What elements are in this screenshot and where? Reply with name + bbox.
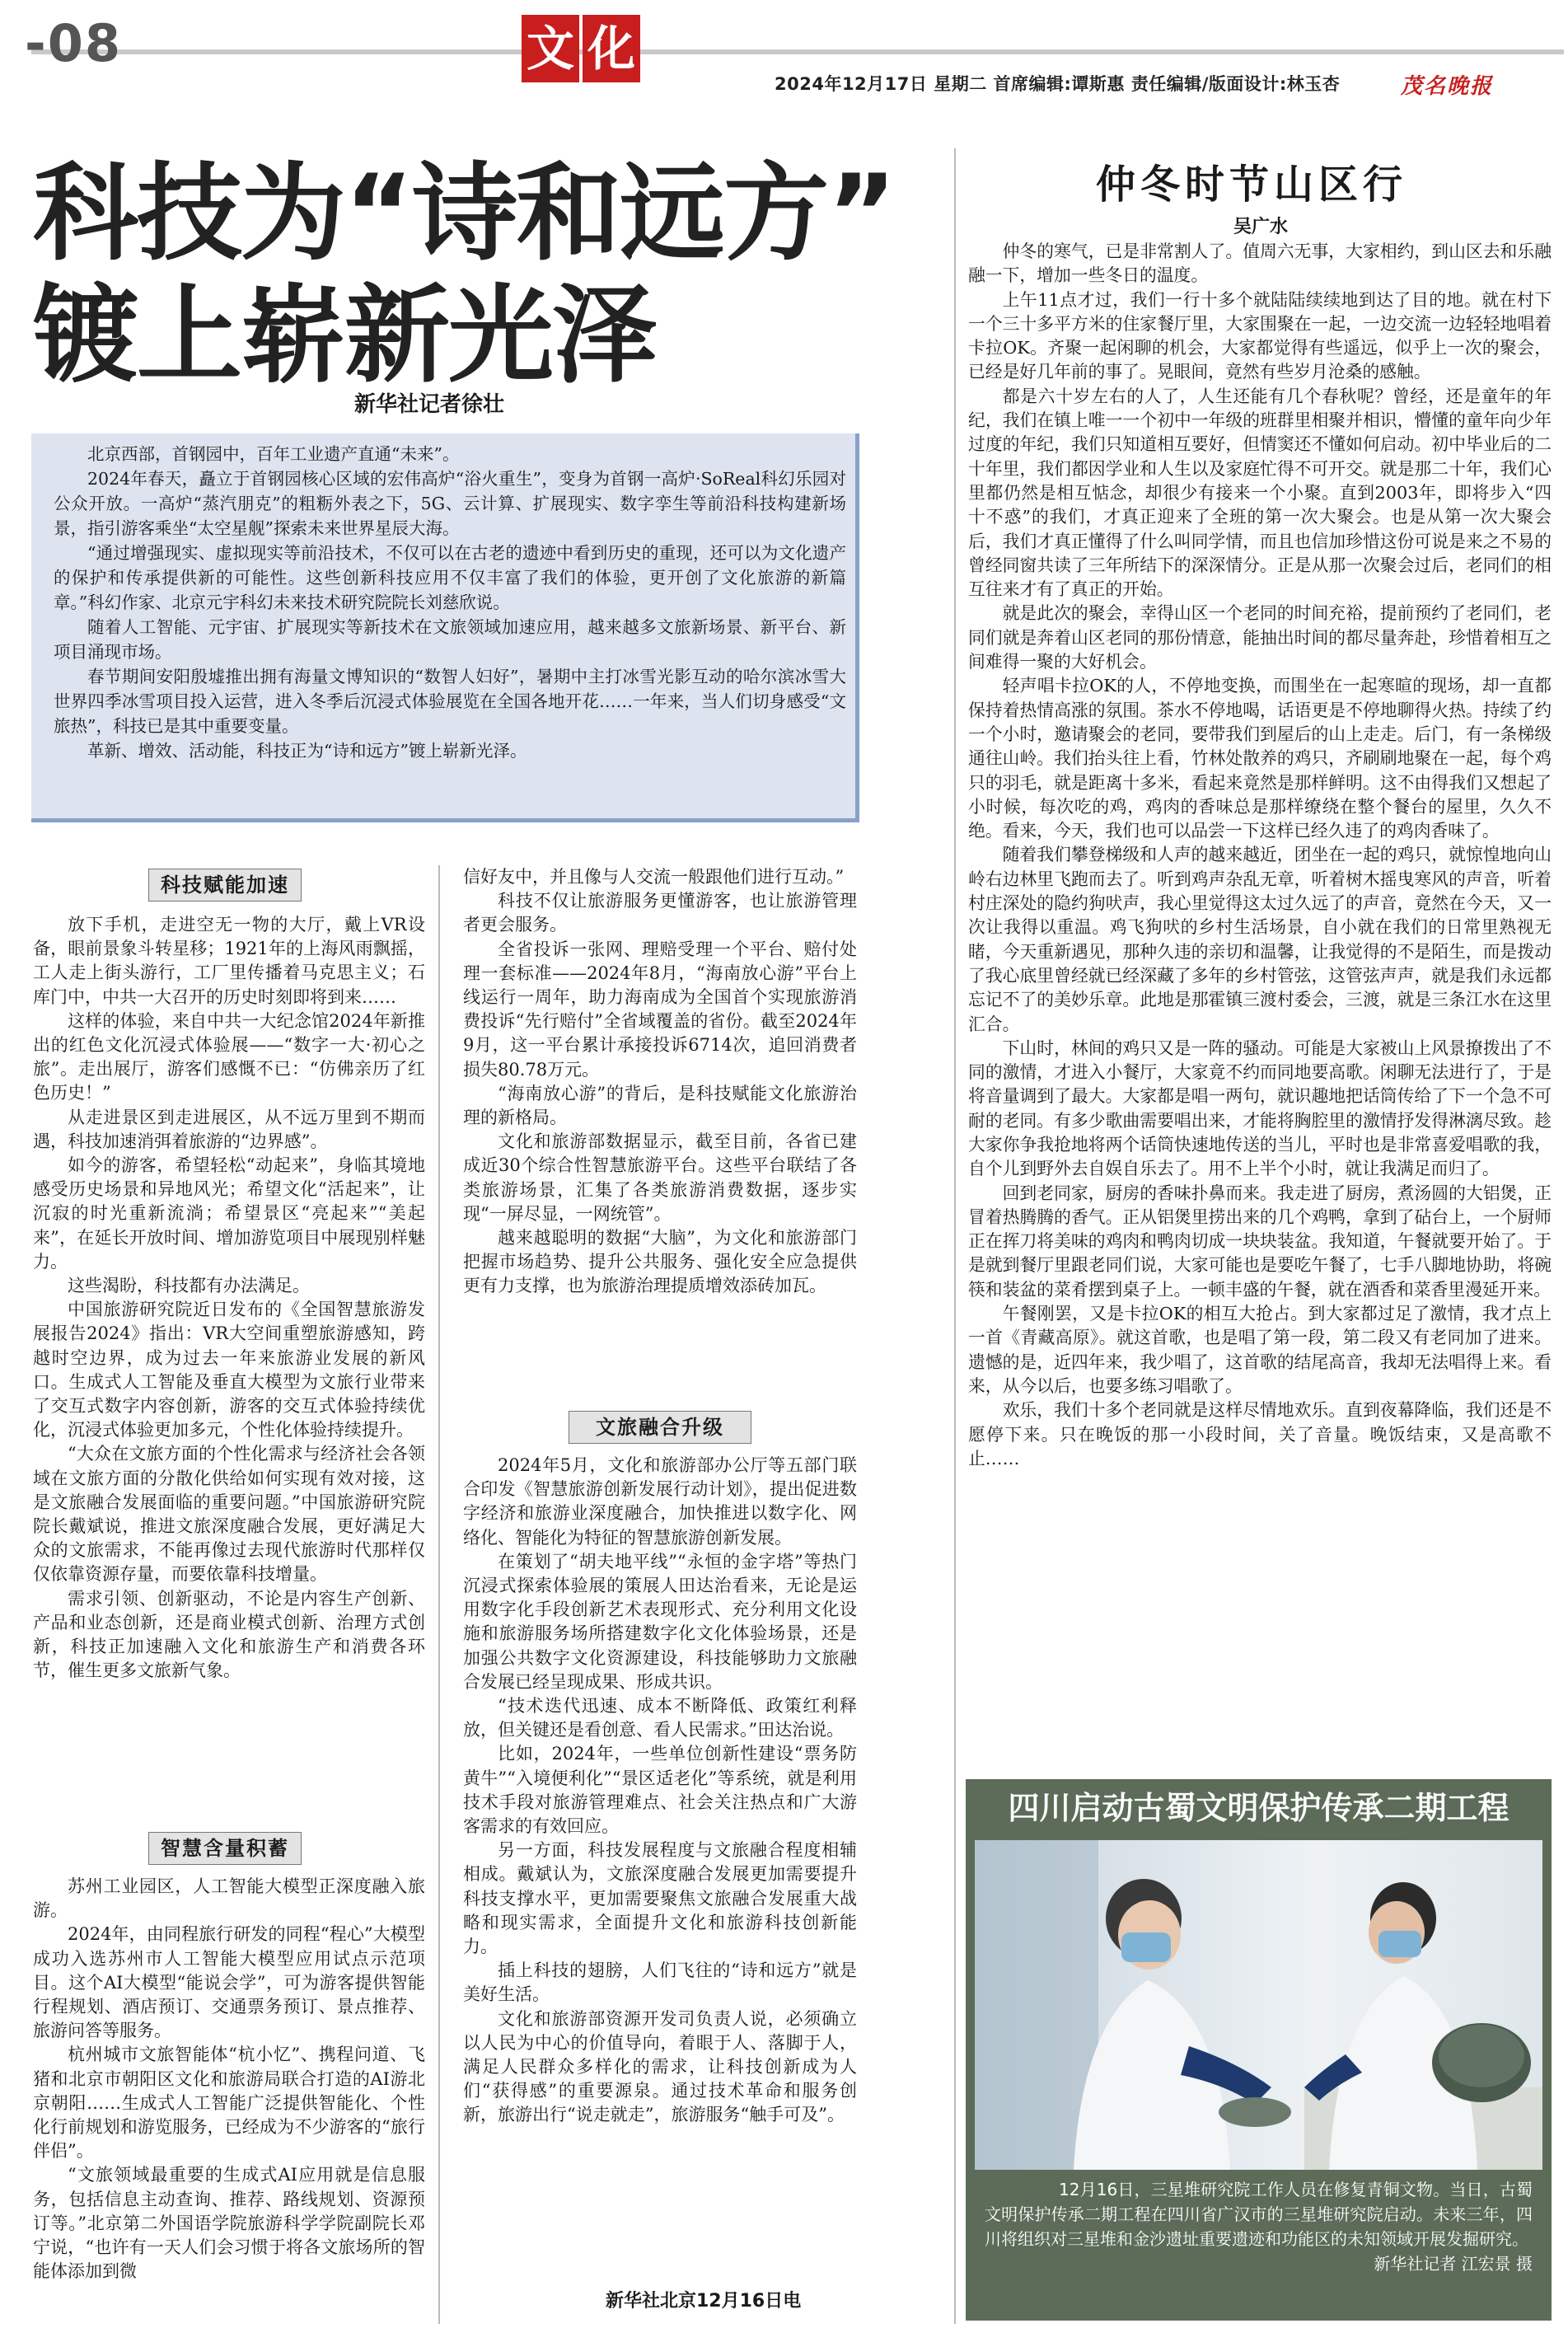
- article-paragraph: “技术迭代迅速、成本不断降低、政策红利释放，但关键还是看创意、看人民需求。”田达治说。: [463, 1696, 857, 1740]
- photo-caption-text: 12月16日，三星堆研究院工作人员在修复青铜文物。当日，古蜀文明保护传承二期工程在四川省广汉市的三星堆研究院启动。未来三年，四川将组织对三星堆和金沙遗址重要遗迹和功能区的未知领域开展发掘研究。: [985, 2180, 1533, 2249]
- main-headline: [33, 153, 939, 397]
- column-1-section-b: [33, 1875, 425, 2284]
- headline-line-2: 镀上崭新光泽: [33, 274, 657, 397]
- article-paragraph: 在策划了“胡夫地平线”“永恒的金字塔”等热门沉浸式探索体验展的策展人田达治看来，无论是运用数字化手段创新艺术表现形式、充分利用文化设施和旅游服务场所搭建数字化文化体验场景，还是加强公共数字文化资源建设，科技能够助力文旅融合发展已经呈现成果、形成共识。: [463, 1551, 857, 1692]
- section-char-2: 化: [583, 15, 640, 82]
- essay-paragraph: 午餐刚罢，又是卡拉OK的相互大抢占。到大家都过足了激情，我才点上一首《青藏高原》。就这首歌，也是唱了第一段，第二段又有老同加了进来。遗憾的是，近四年来，我少唱了，这首歌的结尾高音，我却无法唱得上来。看来，从今以后，也要多练习唱歌了。: [968, 1304, 1552, 1396]
- article-paragraph: 这些渴盼，科技都有办法满足。: [68, 1276, 310, 1296]
- column-2-section-a: [463, 865, 857, 1299]
- column-divider: [438, 865, 440, 2324]
- subhead-smart-content: 智慧含量积蓄: [148, 1832, 302, 1865]
- article-paragraph: 信好友中，并且像与人交流一般跟他们进行互动。”: [463, 867, 845, 887]
- article-paragraph: “大众在文旅方面的个性化需求与经济社会各领域在文旅方面的分散化供给如何实现有效对接，这是文旅融合发展面临的重要问题。”中国旅游研究院院长戴斌说，推进文旅深度融合发展，更好满足大众的文旅需求，不能再像过去现代旅游时代那样仅仅依靠资源存量，而要依靠科技增量。: [33, 1444, 425, 1585]
- brand-text: 茂名晚报: [1401, 74, 1494, 99]
- lab-restoration-illustration: [975, 1840, 1542, 2170]
- essay-paragraph: 上午11点才过，我们一行十多个就陆陆续续地到达了目的地。就在村下一个三十多平方米的住家餐厅里，大家围聚在一起，一边交流一边轻轻地唱着卡拉OK。齐聚一起闲聊的机会，大家都觉得有些遥远，似乎上一次的聚会，已经是好几年前的事了。晃眼间，竟然有些岁月沧桑的感触。: [968, 289, 1552, 382]
- article-paragraph: 这样的体验，来自中共一大纪念馆2024年新推出的红色文化沉浸式体验展——“数字一大·初心之旅”。走出展厅，游客们感慨不已：“仿佛亲历了红色历史！”: [33, 1010, 425, 1103]
- dispatch-line: 新华社北京12月16日电: [606, 2291, 802, 2312]
- essay-title: 仲冬时节山区行: [1096, 162, 1408, 208]
- lead-paragraph: 春节期间安阳殷墟推出拥有海量文博知识的“数智人妇好”，暑期中主打冰雪光影互动的哈尔滨冰雪大世界四季冰雪项目投入运营，进入冬季后沉浸式体验展览在全国各地开花……一年来，当人们切身感受“文旅热”，科技已是其中重要变量。: [54, 667, 846, 736]
- byline: 新华社记者徐壮: [354, 392, 505, 417]
- newspaper-logo: [1401, 69, 1524, 97]
- article-paragraph: “文旅领域最重要的生成式AI应用就是信息服务，包括信息主动查询、推荐、路线规划、资源预订等。”北京第二外国语学院旅游科学学院副院长邓宁说，“也许有一天人们会习惯于将各文旅场所的智能体添加到微: [33, 2165, 425, 2282]
- essay-paragraph: 随着我们攀登梯级和人声的越来越近，团坐在一起的鸡只，就惊惶地向山岭右边林里飞跑而去了。听到鸡声杂乱无章，听着树木摇曳寒风的声音，听着村庄深处的隐约狗吠声，我心里觉得这太过久远了的声音，竟然在今天，又一次让我得以重温。鸡飞狗吠的乡村生活场景，自小就在我们的日常里熟视无睹，今天重新遇见，那种久违的亲切和温馨，让我觉得的不是陌生，而是拨动了我心底里曾经就已经深藏了多年的乡村管弦，这管弦声声，就是我们永远都忘记不了的美妙乐章。此地是那霍镇三渡村委会，三渡，就是三条江水在这里汇合。: [968, 845, 1552, 1034]
- lead-text: [54, 442, 846, 763]
- essay-paragraph: 轻声唱卡拉OK的人，不停地变换，而围坐在一起寒暄的现场，却一直都保持着热情高涨的氛围。茶水不停地喝，话语更是不停地聊得火热。持续了约一个小时，邀请聚会的老同，要带我们到屋后的山上走走。后门，有一条梯级通往山岭。我们抬头往上看，竹林处散养的鸡只，齐刷刷地聚在一起，每个鸡只的羽毛，就是距离十多米，看起来竟然是那样鲜明。这不由得我们又想起了小时候，每次吃的鸡，鸡肉的香味总是那样缭绕在整个餐台的屋里，久久不绝。看来，今天，我们也可以品尝一下这样已经久违了的鸡肉香味了。: [968, 676, 1552, 841]
- article-paragraph: 科技不仅让旅游服务更懂游客，也让旅游管理者更会服务。: [463, 891, 857, 935]
- essay-paragraph: 欢乐，我们十多个老同就是这样尽情地欢乐。直到夜幕降临，我们还是不愿停下来。只在晚饭的那一小段时间，关了音量。晚饭结束，又是高歌不止……: [968, 1400, 1552, 1468]
- article-paragraph: 杭州城市文旅智能体“杭小忆”、携程问道、飞猪和北京市朝阳区文化和旅游局联合打造的AI游北京朝阳……生成式人工智能广泛提供智能化、个性化行前规划和游览服务，已经成为不少游客的“旅行伴侣”。: [33, 2045, 425, 2162]
- lead-paragraph: 北京西部，首钢园中，百年工业遗产直通“未来”。: [87, 444, 460, 464]
- column-1-section-a: [33, 913, 425, 1684]
- article-paragraph: 放下手机，走进空无一物的大厅，戴上VR设备，眼前景象斗转星移；1921年的上海风雨飘摇，工人走上街头游行，工厂里传播着马克思主义；石库门中，中共一大召开的历史时刻即将到来……: [33, 915, 425, 1007]
- article-paragraph: 从走进景区到走进展区，从不远万里到不期而遇，科技加速消弭着旅游的“边界感”。: [33, 1107, 425, 1151]
- essay-body: [968, 240, 1552, 1471]
- article-paragraph: 另一方面，科技发展程度与文旅融合程度相辅相成。戴斌认为，文旅深度融合发展更加需要提升科技支撑水平，更加需要聚焦文旅融合发展重大战略和现实需求，全面提升文化和旅游科技创新能力。: [463, 1840, 857, 1957]
- photo-credit: 新华社记者 江宏景 摄: [1374, 2254, 1533, 2274]
- essay-paragraph: 就是此次的聚会，幸得山区一个老同的时间充裕，提前预约了老同们，老同们就是奔着山区老同的那份情意，能抽出时间的都尽量奔赴，珍惜着相互之间难得一聚的大好机会。: [968, 603, 1552, 672]
- article-paragraph: 插上科技的翅膀，人们飞往的“诗和远方”就是美好生活。: [463, 1960, 857, 2005]
- dateline: 2024年12月17日 星期二 首席编辑:谭斯惠 责任编辑/版面设计:林玉杏: [775, 74, 1341, 94]
- essay-paragraph: 回到老同家，厨房的香味扑鼻而来。我走进了厨房，煮汤圆的大铝煲，正冒着热腾腾的香气。正从铝煲里捞出来的几个鸡鸭，拿到了砧台上，一个厨师正在挥刀将美味的鸡肉和鸭肉切成一块块装盆。我知道，午餐就要开始了。于是就到餐厅里跟老同们说，大家可能也是要吃午餐了，七手八脚地协助，将碗筷和装盆的菜肴摆到桌子上。一顿丰盛的午餐，就在酒香和菜香里漫延开来。: [968, 1183, 1552, 1300]
- article-paragraph: 2024年，由同程旅行研发的同程“程心”大模型成功入选苏州市人工智能大模型应用试点示范项目。这个AI大模型“能说会学”，可为游客提供智能行程规划、酒店预订、交通票务预订、景点推荐、旅游问答等服务。: [33, 1924, 425, 2041]
- header-rule: [31, 49, 1564, 54]
- essay-author: 吴广水: [1233, 217, 1289, 237]
- article-paragraph: 如今的游客，希望轻松“动起来”，身临其境地感受历史场景和异地风光；希望文化“活起来”，让沉寂的时光重新流淌；希望景区“亮起来”“美起来”，在延长开放时间、增加游览项目中展现别样魅力。: [33, 1155, 425, 1272]
- lead-paragraph: “通过增强现实、虚拟现实等前沿技术，不仅可以在古老的遗迹中看到历史的重现，还可以为文化遗产的保护和传承提供新的可能性。这些创新科技应用不仅丰富了我们的体验，更开创了文化旅游的新篇章。”科幻作家、北京元宇科幻未来技术研究院院长刘慈欣说。: [54, 543, 846, 612]
- section-badge: [522, 15, 644, 82]
- article-paragraph: “海南放心游”的背后，是科技赋能文化旅游治理的新格局。: [463, 1083, 857, 1128]
- subhead-integration-upgrade: 文旅融合升级: [569, 1411, 751, 1444]
- lead-paragraph: 2024年春天，矗立于首钢园核心区域的宏伟高炉“浴火重生”，变身为首钢一高炉·SoReal科幻乐园对公众开放。一高炉“蒸汽朋克”的粗粝外表之下，5G、云计算、扩展现实、数字孪生等前沿科技构建新场景，指引游客乘坐“太空星舰”探索未来世界星辰大海。: [54, 469, 846, 538]
- news-photo: [975, 1840, 1542, 2170]
- page-number: -08: [25, 13, 123, 73]
- lead-paragraph: 革新、增效、活动能，科技正为“诗和远方”镀上崭新光泽。: [87, 741, 527, 761]
- subhead-tech-empowerment: 科技赋能加速: [148, 869, 302, 902]
- article-paragraph: 文化和旅游部资源开发司负责人说，必须确立以人民为中心的价值导向，着眼于人、落脚于人，满足人民群众多样化的需求，让科技创新成为人们“获得感”的重要源泉。通过技术革命和服务创新，旅游出行“说走就走”，旅游服务“触手可及”。: [463, 2008, 857, 2125]
- article-paragraph: 2024年5月，文化和旅游部办公厅等五部门联合印发《智慧旅游创新发展行动计划》，提出促进数字经济和旅游业深度融合，加快推进以数字化、网络化、智能化为特征的智慧旅游创新发展。: [463, 1455, 857, 1548]
- photo-story-title: 四川启动古蜀文明保护传承二期工程: [1008, 1790, 1509, 1826]
- article-paragraph: 中国旅游研究院近日发布的《全国智慧旅游发展报告2024》指出：VR大空间重塑旅游感知，跨越时空边界，成为过去一年来旅游业发展的新风口。生成式人工智能及垂直大模型为文旅行业带来了交互式数字内容创新，游客的交互式体验持续优化，沉浸式体验更加多元，个性化体验持续提升。: [33, 1300, 425, 1440]
- article-paragraph: 文化和旅游部数据显示，截至目前，各省已建成近30个综合性智慧旅游平台。这些平台联结了各类旅游场景，汇集了各类旅游消费数据，逐步实现“一屏尽显，一网统管”。: [463, 1131, 857, 1224]
- essay-paragraph: 下山时，林间的鸡只又是一阵的骚动。可能是大家被山上风景撩拨出了不同的激情，才进入小餐厅，大家竟不约而同地要高歌。闲聊无法进行了，于是将音量调到了最大。大家都是唱一两句，就识趣地把话筒传给了下一个急不可耐的老同。有多少歌曲需要唱出来，才能将胸腔里的激情抒发得淋漓尽致。趁大家你争我抢地将两个话筒快速地传送的当儿，平时也是非常喜爱唱歌的我，自个儿到野外去自娱自乐去了。用不上半个小时，就让我满足而归了。: [968, 1038, 1552, 1179]
- article-paragraph: 越来越聪明的数据“大脑”，为文化和旅游部门把握市场趋势、提升公共服务、强化安全应急提供更有力支撑，也为旅游治理提质增效添砖加瓦。: [463, 1228, 857, 1296]
- photo-caption: [985, 2177, 1533, 2276]
- essay-paragraph: 都是六十岁左右的人了，人生还能有几个春秋呢？曾经，还是童年的年纪，我们在镇上唯一一个初中一年级的班群里相聚并相识，懵懂的童年向少年过度的年纪，我们只知道相互要好，但情窦还不懂如何启动。初中毕业后的二十年里，我们都因学业和人生以及家庭忙得不可开交。就是那二十年，我们心里都仍然是相互惦念，却很少有接来一个小聚。直到2003年，即将步入“四十不惑”的我们，才真正迎来了全班的第一次大聚会。也是从第一次大聚会后，我们才真正懂得了什么叫同学情，而且也信加珍惜这份可说是来之不易的曾经同窗共读了三年所结下的深深情分。正是从那一次聚会过后，老同们的相互往来才有了真正的开始。: [968, 386, 1552, 600]
- article-paragraph: 需求引领、创新驱动，不论是内容生产创新、产品和业态创新，还是商业模式创新、治理方式创新，科技正加速融入文化和旅游生产和消费各环节，催生更多文旅新气象。: [33, 1588, 425, 1681]
- lead-paragraph: 随着人工智能、元宇宙、扩展现实等新技术在文旅领域加速应用，越来越多文旅新场景、新平台、新项目涌现市场。: [54, 617, 846, 662]
- essay-paragraph: 仲冬的寒气，已是非常割人了。值周六无事，大家相约，到山区去和乐融融一下，增加一些冬日的温度。: [968, 241, 1552, 286]
- article-paragraph: 苏州工业园区，人工智能大模型正深度融入旅游。: [33, 1876, 425, 1921]
- column-divider: [954, 148, 956, 2324]
- column-2-section-b: [463, 1454, 857, 2128]
- section-char-1: 文: [522, 15, 579, 82]
- article-paragraph: 比如，2024年，一些单位创新性建设“票务防黄牛”“入境便利化”“景区适老化”等系统，就是利用技术手段对旅游管理难点、社会关注热点和广大游客需求的有效回应。: [463, 1744, 857, 1837]
- article-paragraph: 全省投诉一张网、理赔受理一个平台、赔付处理一套标准——2024年8月，“海南放心游”平台上线运行一周年，助力海南成为全国首个实现旅游消费投诉“先行赔付”全省域覆盖的省份。截至2024年9月，这一平台累计承接投诉6714次，追回消费者损失80.78万元。: [463, 939, 857, 1080]
- headline-line-1: 科技为“诗和远方”: [33, 152, 896, 275]
